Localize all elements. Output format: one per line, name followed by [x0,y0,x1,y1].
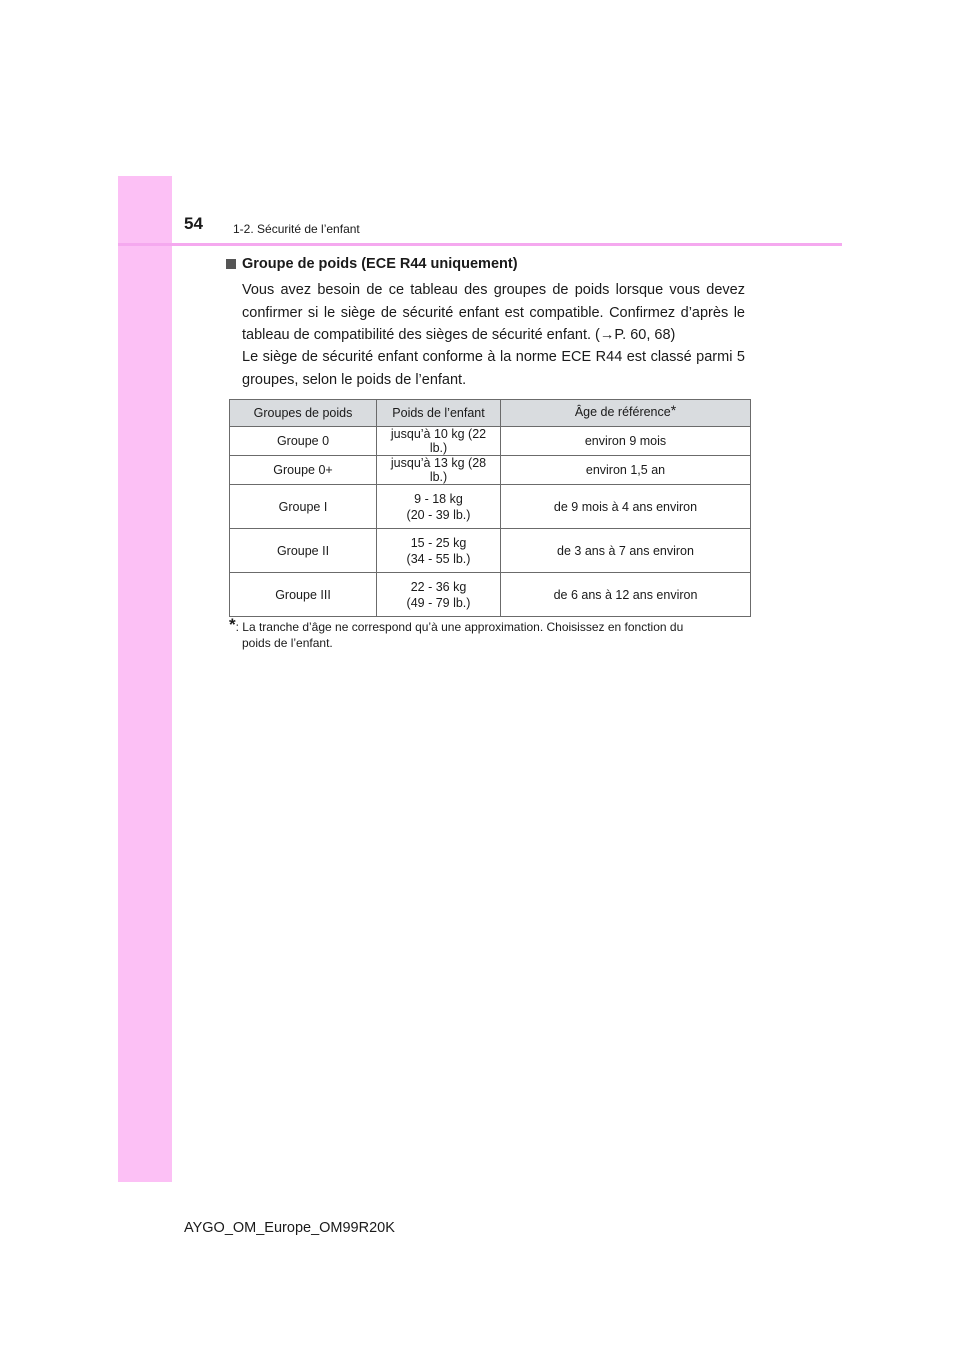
weight-cell: jusqu’à 10 kg (22 lb.) [377,427,501,456]
side-color-band [118,176,172,1182]
table-row [230,573,751,617]
footnote-star-marker: * [229,615,236,634]
table-row [230,529,751,573]
group-cell: Groupe 0+ [230,456,377,485]
age-cell: de 3 ans à 7 ans environ [501,529,751,573]
weight-kg: 9 - 18 kg [414,491,463,506]
header-reference-age [501,400,751,427]
section-heading-text: Groupe de poids (ECE R44 uniquement) [242,256,518,272]
document-code: AYGO_OM_Europe_OM99R20K [184,1220,395,1236]
weight-lb: (34 - 55 lb.) [406,551,471,566]
footnote-line-1: : La tranche d’âge ne correspond qu’à une approximation. Choisissez en fonction du [235,620,684,634]
header-child-weight: Poids de l’enfant [377,400,501,427]
weight-group-table [229,399,751,617]
age-cell: de 9 mois à 4 ans environ [501,485,751,529]
header-divider [118,243,842,246]
header-star-marker: * [670,402,677,418]
weight-lb: (20 - 39 lb.) [406,507,471,522]
group-cell: Groupe 0 [230,427,377,456]
group-cell: Groupe III [230,573,377,617]
age-cell: environ 9 mois [501,427,751,456]
weight-cell [377,573,501,617]
header-reference-age-text: Âge de référence [574,405,671,419]
table-row [230,427,751,456]
square-bullet-icon [226,259,236,269]
table-row [230,485,751,529]
section-heading [226,256,518,272]
weight-kg: 15 - 25 kg [410,535,467,550]
footnote-line-2: poids de l’enfant. [242,636,333,650]
age-cell: de 6 ans à 12 ans environ [501,573,751,617]
table-footnote [229,615,749,651]
section-title: 1-2. Sécurité de l’enfant [233,222,360,236]
intro-paragraph: Vous avez besoin de ce tableau des groupes de poids lorsque vous devez confirmer si le siège de sécurité enfant est compatible. Confirmez d’après le tableau de compatibilité des sièges de sécurité enfant. (→P. 60, 68) [242,282,745,343]
group-cell: Groupe I [230,485,377,529]
classification-paragraph: Le siège de sécurité enfant conforme à la norme ECE R44 est classé parmi 5 groupes, selon le poids de l’enfant. [242,349,745,388]
weight-cell: jusqu’à 13 kg (28 lb.) [377,456,501,485]
group-cell: Groupe II [230,529,377,573]
weight-lb: (49 - 79 lb.) [406,595,471,610]
table-header-row [230,400,751,427]
header-weight-groups: Groupes de poids [230,400,377,427]
page-number: 54 [184,214,203,233]
weight-cell [377,485,501,529]
table-row [230,456,751,485]
age-cell: environ 1,5 an [501,456,751,485]
weight-cell [377,529,501,573]
weight-kg: 22 - 36 kg [410,579,467,594]
